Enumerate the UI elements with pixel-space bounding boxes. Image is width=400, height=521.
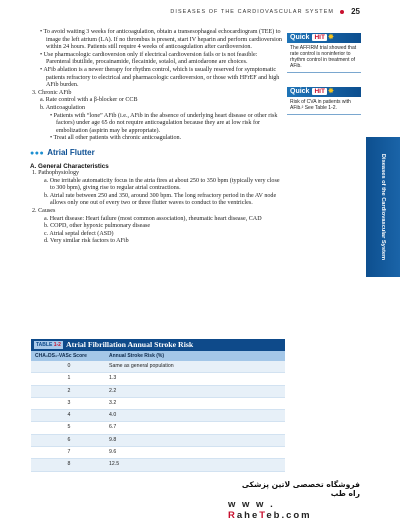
- list-item: 2. Causes: [32, 208, 56, 215]
- list-item: b. Atrial rate between 250 and 350, around 300 bpm. The long refractory period in the AV node allows only one out of every two or three flutter waves to conduct to the ventricles.: [44, 192, 277, 207]
- risk-cell: Same as general population: [109, 363, 174, 369]
- score-cell: 3: [67, 399, 71, 406]
- table-header: [31, 339, 285, 351]
- table-row: [31, 447, 285, 459]
- risk-cell: 4.0: [109, 412, 117, 419]
- list-item: a. One irritable automaticity focus in the atria fires at about 250 to 350 bpm (typically very close to 300 bpm), giving rise to regular atrial contractions.: [44, 177, 280, 192]
- table-title: Atrial Fibrillation Annual Stroke Risk: [66, 340, 194, 349]
- score-cell: 8: [67, 461, 71, 468]
- page-number: 25: [351, 6, 360, 16]
- score-cell: 1: [67, 375, 71, 382]
- quick-hit-text: Risk of CVA in patients with AFib.² See Table 1-2.: [287, 97, 361, 115]
- table-row: [31, 373, 285, 385]
- table-row: [31, 435, 285, 447]
- column-header-score: CHA₂DS₂-VASc Score: [35, 353, 87, 359]
- score-cell: 2: [67, 387, 71, 394]
- list-item: a. Rate control with a β-blocker or CCB: [40, 97, 138, 104]
- chapter-side-tab: Diseases of the Cardiovascular System: [366, 137, 400, 277]
- stroke-risk-table: [31, 339, 285, 472]
- score-cell: 7: [67, 449, 71, 456]
- list-item-chronic-afib: 3. Chronic AFib: [32, 89, 72, 96]
- table-row: [31, 410, 285, 422]
- list-item: c. Atrial septal defect (ASD): [44, 230, 114, 237]
- burst-icon: ✸: [327, 34, 334, 41]
- column-header-risk: Annual Stroke Risk (%): [109, 353, 165, 359]
- list-item: • To avoid waiting 3 weeks for anticoagulation, obtain a transesophageal echocardiogram (TEE) to image the left atrium (LA). If no thrombus is present, start IV heparin and perform cardioversion within 24 hours. Patients still require 4 weeks of anticoagulation after cardioversion.: [40, 29, 282, 51]
- risk-cell: 3.2: [109, 399, 117, 406]
- table-row: [31, 422, 285, 434]
- subsection-heading: A. General Characteristics: [30, 162, 109, 170]
- table-row: [31, 361, 285, 373]
- score-cell: 4: [67, 412, 71, 419]
- list-item: • Treat all other patients with chronic anticoagulation.: [50, 135, 182, 142]
- list-item: b. COPD, other hypoxic pulmonary disease: [44, 223, 151, 230]
- risk-cell: 9.6: [109, 449, 117, 456]
- risk-cell: 6.7: [109, 424, 117, 431]
- list-item: • Use pharmacologic cardioversion only if electrical cardioversion fails or is not feasible: Parenteral ibutilide, procainamide, flecainide, sotalol, and amiodarone are choices.: [40, 51, 258, 66]
- running-title: DISEASES OF THE CARDIOVASCULAR SYSTEM: [170, 9, 334, 15]
- table-body: [31, 361, 285, 472]
- table-row: [31, 459, 285, 471]
- score-cell: 0: [67, 363, 71, 369]
- risk-cell: 9.8: [109, 436, 117, 443]
- risk-cell: 12.5: [109, 461, 120, 468]
- quick-hit-box: [287, 33, 361, 73]
- list-item: 1. Pathophysiology: [32, 170, 80, 177]
- page-header: [0, 0, 400, 26]
- risk-cell: 1.3: [109, 375, 117, 382]
- list-item: d. Very similar risk factors to AFib: [44, 238, 129, 245]
- table-row: [31, 386, 285, 398]
- store-name: فروشگاه تخصصی لاتین پزشکی راه طب: [241, 480, 360, 498]
- section-title: ●●● Atrial Flutter: [30, 147, 95, 157]
- store-url: w w w . RaheTeb.com: [228, 499, 312, 521]
- watermark-footer: [228, 480, 400, 519]
- list-item: • AFib ablation is a newer therapy for rhythm control, which is usually reserved for symptomatic patients refractory to electrical and pharmacologic cardioversion, or those with HFrEF and high AFib burden.: [40, 66, 280, 89]
- score-cell: 6: [67, 436, 71, 443]
- burst-icon: ✸: [327, 88, 334, 95]
- table-tag: TABLE 1-2: [36, 342, 61, 348]
- list-item: a. Heart disease: Heart failure (most common association), rheumatic heart disease, CAD: [44, 215, 262, 222]
- bullet-dots-icon: ●●●: [30, 149, 45, 157]
- score-cell: 5: [67, 424, 71, 431]
- quick-hit-header: Quick HIT ✸: [287, 33, 361, 43]
- main-text-column: [30, 29, 282, 246]
- table-column-headers: [31, 351, 285, 361]
- quick-hit-text: The AFFIRM trial showed that rate control is noninferior to rhythm control in treatment of AFib.: [287, 43, 361, 73]
- header-dot-icon: [340, 10, 344, 14]
- quick-hit-box: [287, 87, 361, 115]
- table-row: [31, 398, 285, 410]
- list-item: • Patients with “lone” AFib (i.e., AFib in the absence of underlying heart disease or other risk factors) under age 65 do not require anticoagulation because they are at low risk for embolization (aspirin may be appropriate).: [50, 112, 278, 134]
- risk-cell: 2.2: [109, 387, 117, 394]
- quick-hit-header: Quick HIT ✸: [287, 87, 361, 97]
- list-item: b. Anticoagulation: [40, 104, 86, 111]
